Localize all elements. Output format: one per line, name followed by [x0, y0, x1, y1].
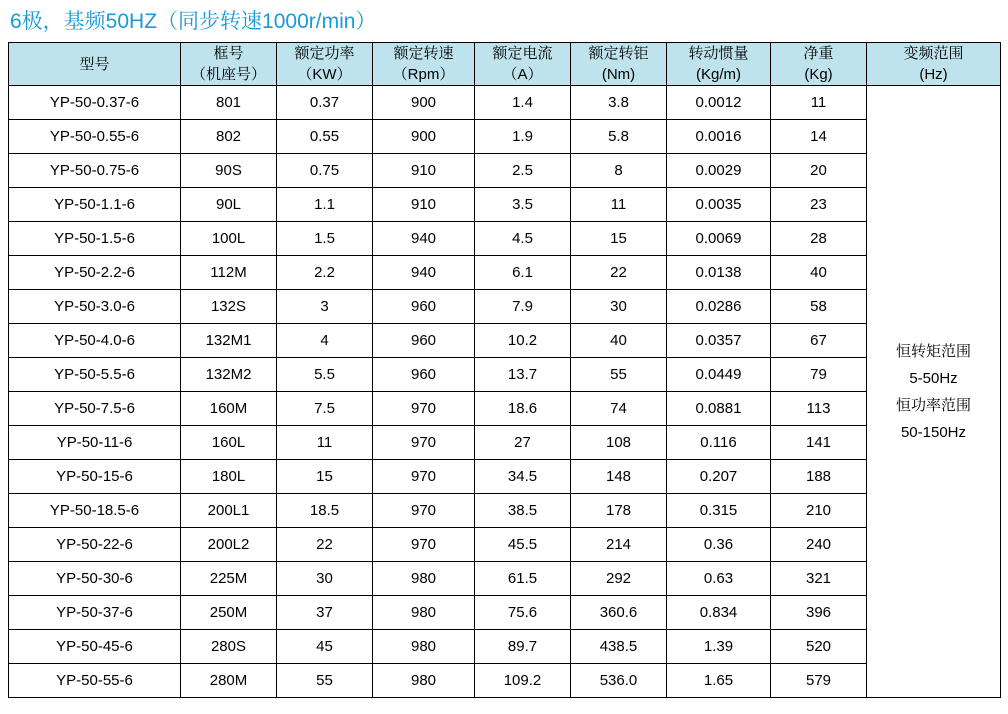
cell-power: 15 [277, 460, 373, 494]
cell-model: YP-50-45-6 [9, 630, 181, 664]
cell-power: 5.5 [277, 358, 373, 392]
table-row [9, 154, 1001, 188]
cell-inertia: 0.0286 [667, 290, 771, 324]
cell-model: YP-50-1.1-6 [9, 188, 181, 222]
cell-inertia: 0.834 [667, 596, 771, 630]
cell-frame: 200L1 [181, 494, 277, 528]
cell-inertia: 0.0035 [667, 188, 771, 222]
cell-power: 55 [277, 664, 373, 698]
cell-inertia: 0.0881 [667, 392, 771, 426]
cell-torque: 15 [571, 222, 667, 256]
table-row [9, 256, 1001, 290]
cell-frame: 802 [181, 120, 277, 154]
cell-power: 1.1 [277, 188, 373, 222]
table-row [9, 494, 1001, 528]
cell-torque: 360.6 [571, 596, 667, 630]
cell-frame: 132S [181, 290, 277, 324]
cell-model: YP-50-4.0-6 [9, 324, 181, 358]
cell-power: 2.2 [277, 256, 373, 290]
cell-speed: 900 [373, 86, 475, 120]
cell-model: YP-50-55-6 [9, 664, 181, 698]
cell-weight: 79 [771, 358, 867, 392]
cell-power: 4 [277, 324, 373, 358]
frequency-range-line2: 5-50Hz [909, 369, 958, 387]
cell-weight: 58 [771, 290, 867, 324]
cell-current: 10.2 [475, 324, 571, 358]
cell-current: 13.7 [475, 358, 571, 392]
cell-weight: 188 [771, 460, 867, 494]
cell-current: 4.5 [475, 222, 571, 256]
cell-speed: 980 [373, 596, 475, 630]
cell-current: 38.5 [475, 494, 571, 528]
frequency-range-line1: 恒转矩范围 [895, 342, 971, 360]
cell-torque: 178 [571, 494, 667, 528]
cell-frame: 132M2 [181, 358, 277, 392]
cell-speed: 980 [373, 630, 475, 664]
cell-current: 61.5 [475, 562, 571, 596]
cell-frequency-range [867, 86, 1001, 698]
cell-speed: 970 [373, 460, 475, 494]
cell-speed: 900 [373, 120, 475, 154]
cell-speed: 940 [373, 256, 475, 290]
cell-torque: 40 [571, 324, 667, 358]
cell-weight: 67 [771, 324, 867, 358]
cell-weight: 210 [771, 494, 867, 528]
cell-weight: 141 [771, 426, 867, 460]
cell-frame: 225M [181, 562, 277, 596]
cell-speed: 910 [373, 154, 475, 188]
cell-power: 11 [277, 426, 373, 460]
cell-weight: 40 [771, 256, 867, 290]
cell-frame: 200L2 [181, 528, 277, 562]
cell-torque: 536.0 [571, 664, 667, 698]
cell-inertia: 0.36 [667, 528, 771, 562]
cell-inertia: 0.207 [667, 460, 771, 494]
cell-current: 6.1 [475, 256, 571, 290]
cell-inertia: 0.0012 [667, 86, 771, 120]
table-row [9, 222, 1001, 256]
cell-weight: 520 [771, 630, 867, 664]
column-header-speed: 额定转速 （Rpm） [373, 43, 475, 86]
cell-torque: 214 [571, 528, 667, 562]
table-row [9, 426, 1001, 460]
cell-power: 37 [277, 596, 373, 630]
cell-current: 89.7 [475, 630, 571, 664]
cell-weight: 11 [771, 86, 867, 120]
cell-model: YP-50-30-6 [9, 562, 181, 596]
page-title: 6极，基频50HZ（同步转速1000r/min） [10, 10, 377, 33]
cell-inertia: 0.0016 [667, 120, 771, 154]
cell-power: 0.75 [277, 154, 373, 188]
cell-current: 7.9 [475, 290, 571, 324]
cell-inertia: 0.0138 [667, 256, 771, 290]
cell-frame: 160L [181, 426, 277, 460]
cell-frame: 100L [181, 222, 277, 256]
cell-torque: 30 [571, 290, 667, 324]
cell-weight: 321 [771, 562, 867, 596]
cell-current: 34.5 [475, 460, 571, 494]
cell-torque: 3.8 [571, 86, 667, 120]
cell-speed: 910 [373, 188, 475, 222]
cell-speed: 960 [373, 358, 475, 392]
cell-torque: 22 [571, 256, 667, 290]
cell-model: YP-50-2.2-6 [9, 256, 181, 290]
column-header-inertia: 转动惯量 (Kg/m) [667, 43, 771, 86]
cell-weight: 579 [771, 664, 867, 698]
cell-frame: 801 [181, 86, 277, 120]
cell-power: 0.55 [277, 120, 373, 154]
cell-current: 45.5 [475, 528, 571, 562]
cell-current: 75.6 [475, 596, 571, 630]
cell-weight: 396 [771, 596, 867, 630]
cell-model: YP-50-1.5-6 [9, 222, 181, 256]
column-header-frequency-range: 变频范围 (Hz) [867, 43, 1001, 86]
table-row [9, 664, 1001, 698]
column-header-current: 额定电流 （A） [475, 43, 571, 86]
table-header [9, 43, 1001, 86]
cell-torque: 292 [571, 562, 667, 596]
table-body [9, 86, 1001, 698]
cell-frame: 280M [181, 664, 277, 698]
table-row [9, 86, 1001, 120]
cell-speed: 980 [373, 664, 475, 698]
cell-current: 1.9 [475, 120, 571, 154]
cell-weight: 240 [771, 528, 867, 562]
cell-model: YP-50-7.5-6 [9, 392, 181, 426]
cell-inertia: 0.0357 [667, 324, 771, 358]
cell-speed: 970 [373, 426, 475, 460]
column-header-power: 额定功率 （KW） [277, 43, 373, 86]
cell-speed: 940 [373, 222, 475, 256]
cell-inertia: 0.63 [667, 562, 771, 596]
table-header-row [9, 43, 1001, 86]
cell-speed: 960 [373, 324, 475, 358]
cell-model: YP-50-22-6 [9, 528, 181, 562]
cell-torque: 55 [571, 358, 667, 392]
cell-current: 27 [475, 426, 571, 460]
cell-torque: 108 [571, 426, 667, 460]
cell-inertia: 0.0449 [667, 358, 771, 392]
cell-weight: 28 [771, 222, 867, 256]
cell-model: YP-50-37-6 [9, 596, 181, 630]
table-row [9, 460, 1001, 494]
table-row [9, 188, 1001, 222]
cell-frame: 160M [181, 392, 277, 426]
cell-torque: 148 [571, 460, 667, 494]
cell-power: 45 [277, 630, 373, 664]
table-row [9, 324, 1001, 358]
cell-power: 30 [277, 562, 373, 596]
cell-inertia: 0.0069 [667, 222, 771, 256]
cell-speed: 960 [373, 290, 475, 324]
cell-torque: 5.8 [571, 120, 667, 154]
cell-power: 22 [277, 528, 373, 562]
table-row [9, 392, 1001, 426]
table-row [9, 562, 1001, 596]
cell-torque: 8 [571, 154, 667, 188]
column-header-weight: 净重 (Kg) [771, 43, 867, 86]
frequency-range-line3: 恒功率范围 [895, 396, 971, 414]
cell-weight: 113 [771, 392, 867, 426]
cell-current: 3.5 [475, 188, 571, 222]
cell-frame: 180L [181, 460, 277, 494]
frequency-range-line4: 50-150Hz [900, 423, 967, 441]
table-row [9, 358, 1001, 392]
cell-model: YP-50-3.0-6 [9, 290, 181, 324]
cell-frame: 90L [181, 188, 277, 222]
cell-frame: 132M1 [181, 324, 277, 358]
cell-model: YP-50-0.75-6 [9, 154, 181, 188]
table-row [9, 120, 1001, 154]
cell-speed: 970 [373, 528, 475, 562]
cell-torque: 438.5 [571, 630, 667, 664]
cell-power: 0.37 [277, 86, 373, 120]
cell-model: YP-50-15-6 [9, 460, 181, 494]
cell-frame: 250M [181, 596, 277, 630]
table-row [9, 528, 1001, 562]
cell-inertia: 1.65 [667, 664, 771, 698]
cell-torque: 11 [571, 188, 667, 222]
column-header-model: 型号 [9, 43, 181, 86]
cell-power: 1.5 [277, 222, 373, 256]
cell-torque: 74 [571, 392, 667, 426]
cell-model: YP-50-5.5-6 [9, 358, 181, 392]
cell-weight: 14 [771, 120, 867, 154]
cell-model: YP-50-0.55-6 [9, 120, 181, 154]
cell-current: 109.2 [475, 664, 571, 698]
cell-frame: 112M [181, 256, 277, 290]
column-header-torque: 额定转钜 (Nm) [571, 43, 667, 86]
cell-power: 18.5 [277, 494, 373, 528]
cell-current: 1.4 [475, 86, 571, 120]
cell-speed: 970 [373, 392, 475, 426]
cell-power: 7.5 [277, 392, 373, 426]
cell-frame: 280S [181, 630, 277, 664]
cell-frame: 90S [181, 154, 277, 188]
cell-model: YP-50-11-6 [9, 426, 181, 460]
cell-model: YP-50-18.5-6 [9, 494, 181, 528]
table-row [9, 596, 1001, 630]
cell-weight: 23 [771, 188, 867, 222]
cell-current: 2.5 [475, 154, 571, 188]
cell-current: 18.6 [475, 392, 571, 426]
cell-power: 3 [277, 290, 373, 324]
column-header-frame: 框号 （机座号） [181, 43, 277, 86]
table-row [9, 290, 1001, 324]
cell-model: YP-50-0.37-6 [9, 86, 181, 120]
cell-inertia: 1.39 [667, 630, 771, 664]
motor-spec-table [8, 42, 1001, 698]
cell-inertia: 0.315 [667, 494, 771, 528]
table-row [9, 630, 1001, 664]
cell-weight: 20 [771, 154, 867, 188]
cell-speed: 970 [373, 494, 475, 528]
cell-inertia: 0.0029 [667, 154, 771, 188]
cell-inertia: 0.116 [667, 426, 771, 460]
cell-speed: 980 [373, 562, 475, 596]
